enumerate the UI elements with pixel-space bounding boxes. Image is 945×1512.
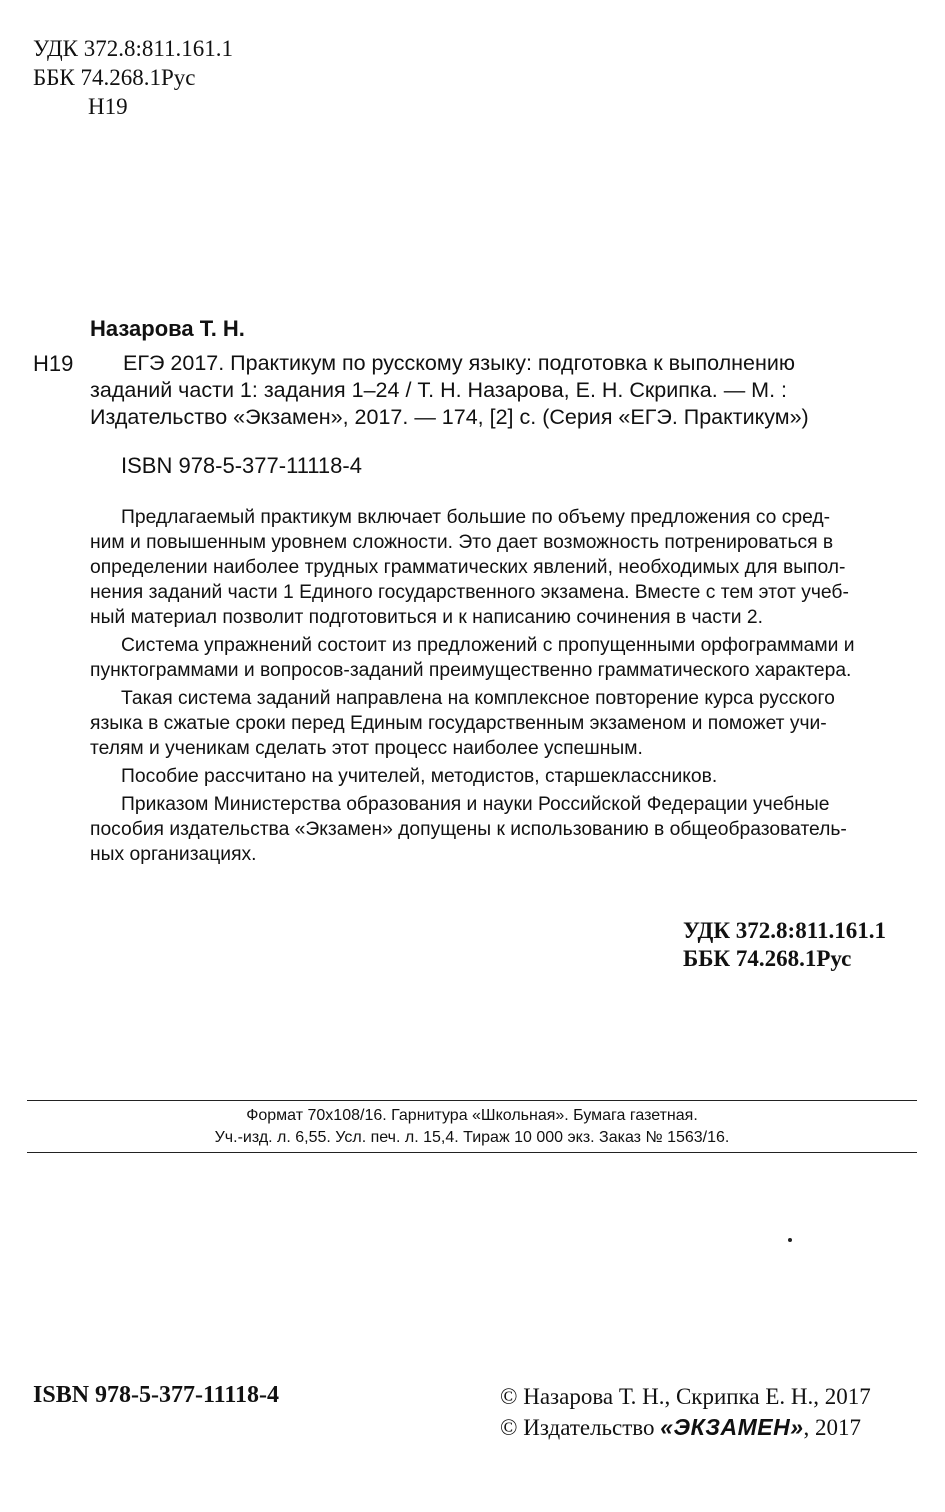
header-classification [33, 34, 233, 121]
classification-block [683, 917, 886, 973]
annotation-line: Приказом Министерства образования и науки Российской Федерации учебные [121, 794, 830, 815]
annotation-line: языка в сжатые сроки перед Единым государственным экзаменом и поможет учи- [90, 713, 827, 734]
header-udc: УДК 372.8:811.161.1 [33, 36, 234, 61]
annotation-line: Такая система заданий направлена на комплексное повторение курса русского [121, 688, 835, 709]
annotation-line: определении наиболее трудных грамматических явлений, необходимых для выпол- [90, 557, 846, 578]
bibliographic-line: Издательство «Экзамен», 2017. — 174, [2] с. (Серия «ЕГЭ. Практикум») [90, 405, 809, 429]
bibliographic-description [90, 350, 908, 431]
annotation-line: ный материал позволит подготовиться и к написанию сочинения в части 2. [90, 607, 763, 628]
annotation-line: пособия издательства «Экзамен» допущены к использованию в общеобразователь- [90, 819, 847, 840]
imprint-format-line: Формат 70х108/16. Гарнитура «Школьная». Бумага газетная. [246, 1107, 698, 1124]
annotation-line: пунктограммами и вопросов-заданий преимущественно грамматического характера. [90, 660, 852, 681]
classification-udc: УДК 372.8:811.161.1 [683, 918, 886, 943]
annotation-line: ним и повышенным уровнем сложности. Это дает возможность потренироваться в [90, 532, 834, 553]
annotation [90, 505, 912, 870]
author-name: Назарова Т. Н. [90, 316, 245, 341]
imprint-block [27, 1105, 917, 1149]
annotation-line: Предлагаемый практикум включает большие по объему предложения со сред- [121, 507, 831, 528]
imprint-top-rule [27, 1100, 917, 1101]
annotation-line: нения заданий части 1 Единого государственного экзамена. Вместе с тем этот учеб- [90, 582, 849, 603]
imprint-bottom-rule [27, 1152, 917, 1153]
classification-bbk: ББК 74.268.1Рус [683, 946, 852, 971]
annotation-paragraph [90, 686, 912, 761]
annotation-line: ных организациях. [90, 844, 257, 865]
annotation-paragraph [90, 505, 912, 630]
isbn: ISBN 978-5-377-11118-4 [121, 453, 362, 478]
imprint-print-line: Уч.-изд. л. 6,55. Усл. печ. л. 15,4. Тираж 10 000 экз. Заказ № 1563/16. [214, 1129, 730, 1146]
copyright-publisher-year: , 2017 [803, 1415, 862, 1440]
copyright-authors: © Назарова Т. Н., Скрипка Е. Н., 2017 [500, 1384, 871, 1409]
copyright-block [500, 1381, 871, 1443]
annotation-line: Система упражнений состоит из предложений с пропущенными орфограммами и [121, 635, 855, 656]
annotation-paragraph [90, 764, 912, 789]
print-speck [788, 1238, 792, 1242]
footer-isbn: ISBN 978-5-377-11118-4 [33, 1382, 280, 1408]
publisher-brand: «ЭКЗАМЕН» [660, 1414, 804, 1440]
author-code: Н19 [33, 351, 74, 376]
bibliographic-line: ЕГЭ 2017. Практикум по русскому языку: подготовка к выполнению [123, 351, 796, 375]
copyright-publisher [500, 1412, 871, 1443]
bibliographic-line: заданий части 1: задания 1–24 / Т. Н. Назарова, Е. Н. Скрипка. — М. : [90, 378, 788, 402]
copyright-publisher-prefix: © Издательство [500, 1415, 661, 1440]
annotation-paragraph [90, 633, 912, 683]
annotation-paragraph [90, 792, 912, 867]
annotation-line: телям и ученикам сделать этот процесс наиболее успешным. [90, 738, 643, 759]
header-author-code: Н19 [88, 94, 128, 119]
annotation-line: Пособие рассчитано на учителей, методистов, старшеклассников. [121, 766, 718, 787]
header-bbk: ББК 74.268.1Рус [33, 65, 196, 90]
